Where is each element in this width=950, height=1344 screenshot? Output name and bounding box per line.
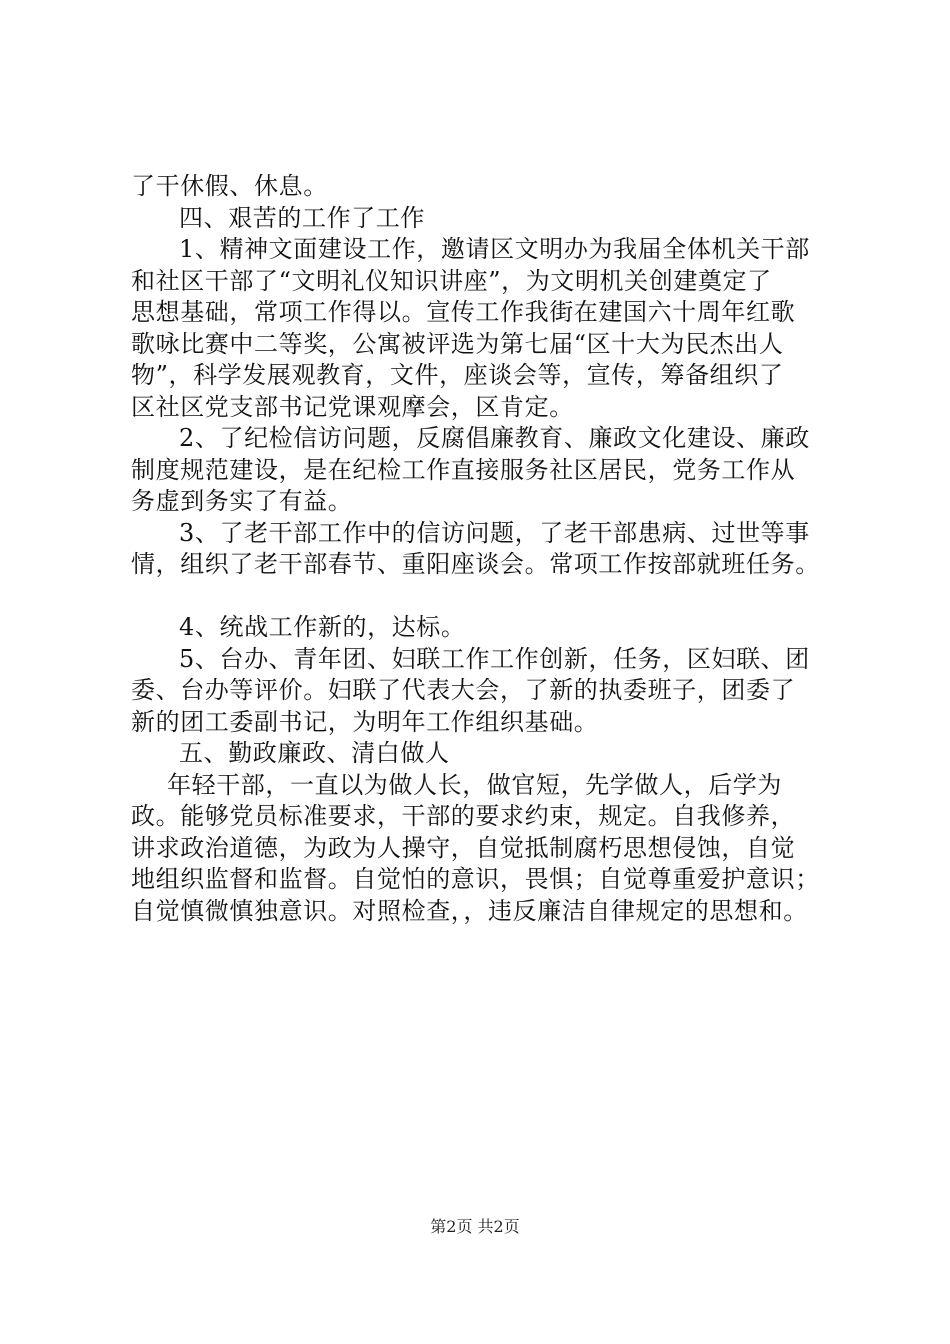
text-line: 歌咏比赛中二等奖，公寓被评选为第七届“区十大为民杰出人 (131, 329, 784, 358)
paragraph-gap (131, 581, 861, 613)
section-heading: 四、艰苦的工作了工作 (179, 203, 425, 232)
document-body (131, 171, 861, 927)
section-heading: 五、勤政廉政、清白做人 (179, 739, 450, 767)
text-line: 务虚到务实了有益。 (131, 487, 353, 515)
text-line: 2、了纪检信访问题，反腐倡廉教育、廉政文化建设、廉政 (179, 424, 810, 452)
text-line: 情，组织了老干部春节、重阳座谈会。常项工作按部就班任务。 (131, 550, 820, 578)
text-line: 地组织监督和监督。自觉怕的意识，畏惧；自觉尊重爱护意识； (131, 865, 820, 893)
text-line: 物”，科学发展观教育，文件，座谈会等，宣传，筹备组织了 (131, 361, 784, 389)
text-line: 了干休假、休息。 (131, 172, 328, 200)
text-line: 1、精神文面建设工作，邀请区文明办为我届全体机关干部 (179, 235, 810, 263)
text-line: 3、了老干部工作中的信访问题，了老干部患病、过世等事 (179, 518, 810, 547)
page-number-footer: 第2页 共2页 (430, 1217, 520, 1236)
text-line: 年轻干部，一直以为做人长，做官短，先学做人，后学为 (167, 770, 782, 799)
text-line: 讲求政治道德，为政为人操守，自觉抵制腐朽思想侵蚀，自觉 (131, 833, 796, 862)
text-line: 区社区党支部书记党课观摩会，区肯定。 (131, 392, 574, 421)
text-line: 政。能够党员标准要求，干部的要求约束，规定。自我修养， (131, 802, 796, 830)
text-line: 委、台办等评价。妇联了代表大会，了新的执委班子，团委了 (131, 676, 796, 704)
text-line: 4、统战工作新的，达标。 (179, 613, 466, 641)
text-line: 5、台办、青年团、妇联工作工作创新，任务，区妇联、团 (179, 644, 810, 673)
text-line: 和社区干部了“文明礼仪知识讲座”，为文明机关创建奠定了 (131, 266, 772, 295)
text-line: 制度规范建设，是在纪检工作直接服务社区居民，党务工作从 (131, 455, 796, 484)
text-line: 思想基础，常项工作得以。宣传工作我街在建国六十周年红歌 (131, 298, 796, 326)
text-line: 新的团工委副书记，为明年工作组织基础。 (131, 707, 599, 736)
text-line: 自觉慎微慎独意识。对照检查，，违反廉洁自律规定的思想和。 (131, 896, 808, 925)
